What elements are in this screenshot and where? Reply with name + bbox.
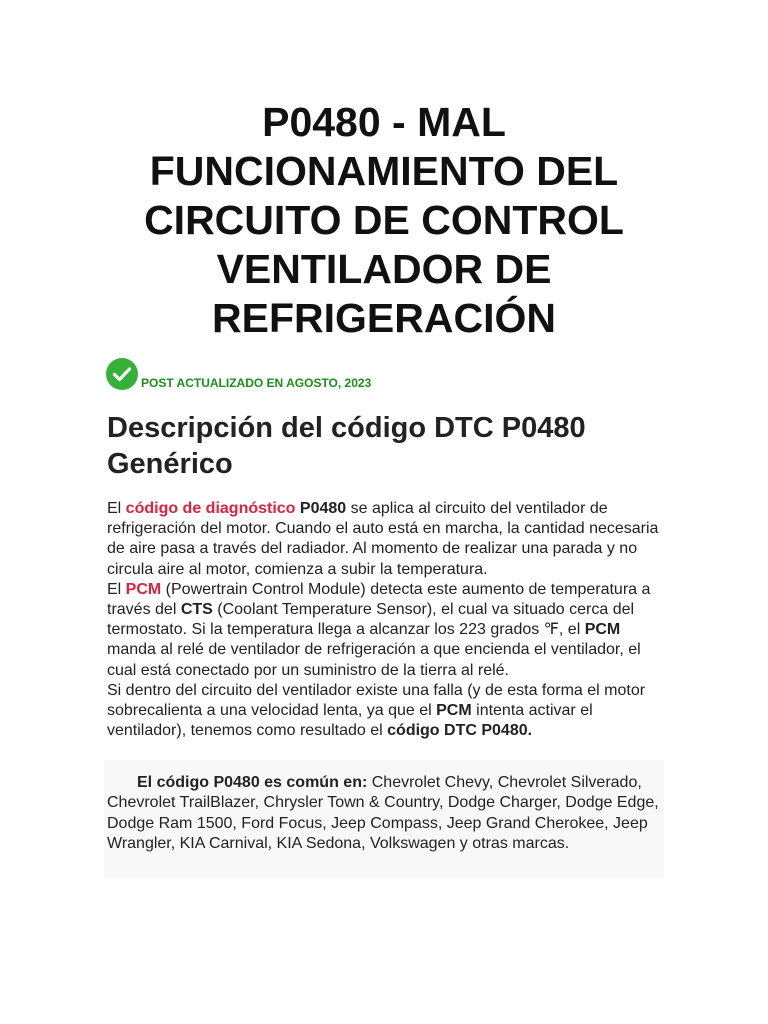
text-run: El (107, 580, 126, 598)
common-vehicles-label: El código P0480 es común en: (137, 774, 368, 791)
section-heading: Descripción del código DTC P0480 Genérico (107, 412, 586, 480)
diagnostic-code-link[interactable]: código de diagnóstico (125, 500, 296, 517)
paragraph-pcm (107, 580, 667, 681)
dtc-code-term: código DTC P0480. (387, 722, 533, 740)
pcm-term: PCM (584, 621, 621, 639)
common-vehicles-box (104, 760, 664, 878)
updated-row (106, 356, 371, 390)
text-run: Si dentro del circuito del ventilador existe una falla (y de esta forma el motor sobrecalienta a una velocidad lenta, ya que el (107, 681, 646, 720)
code-term: P0480 (299, 500, 347, 517)
pcm-term: PCM (436, 702, 472, 720)
cts-term: CTS (180, 601, 213, 619)
text-run: (Coolant Temperature Sensor), el cual va situado cerca del termostato. Si la temperatura llega a alcanzar los 223 grados ℉, el (107, 601, 635, 639)
pcm-link[interactable]: PCM (125, 580, 162, 598)
text-run: El (107, 500, 126, 517)
page-title: P0480 - MAL FUNCIONAMIENTO DEL CIRCUITO DE CONTROL VENTILADOR DE REFRIGERACIÓN (144, 99, 624, 341)
text-run: manda al relé de ventilador de refrigeración a que encienda el ventilador, el cual está conectado por un suministro de la tierra al relé. (107, 641, 641, 679)
check-circle-icon (106, 358, 138, 390)
paragraph-failure (107, 681, 667, 742)
updated-date-label: POST ACTUALIZADO EN AGOSTO, 2023 (141, 376, 372, 390)
text-run: (Powertrain Control Module) detecta este aumento de temperatura a través del (107, 580, 651, 619)
article-body (107, 499, 667, 741)
common-vehicles-list: Chevrolet Chevy, Chevrolet Silverado, Chevrolet TrailBlazer, Chrysler Town & Country, Dodge Charger, Dodge Edge, Dodge Ram 1500, Ford Focus, Jeep Compass, Jeep Grand Cherokee, Jeep Wrangler, KIA Carnival, KIA Sedona, Volkswagen y otras marcas. (107, 774, 659, 853)
text-run: intenta activar el ventilador), tenemos como resultado el (107, 702, 593, 740)
text-run: se aplica al circuito del ventilador de refrigeración del motor. Cuando el auto está en marcha, la cantidad necesaria de aire pasa a través del radiador. Al momento de realizar una parada y no circula aire al motor, comienza a subir la temperatura. (107, 500, 659, 578)
paragraph-intro (107, 499, 667, 580)
